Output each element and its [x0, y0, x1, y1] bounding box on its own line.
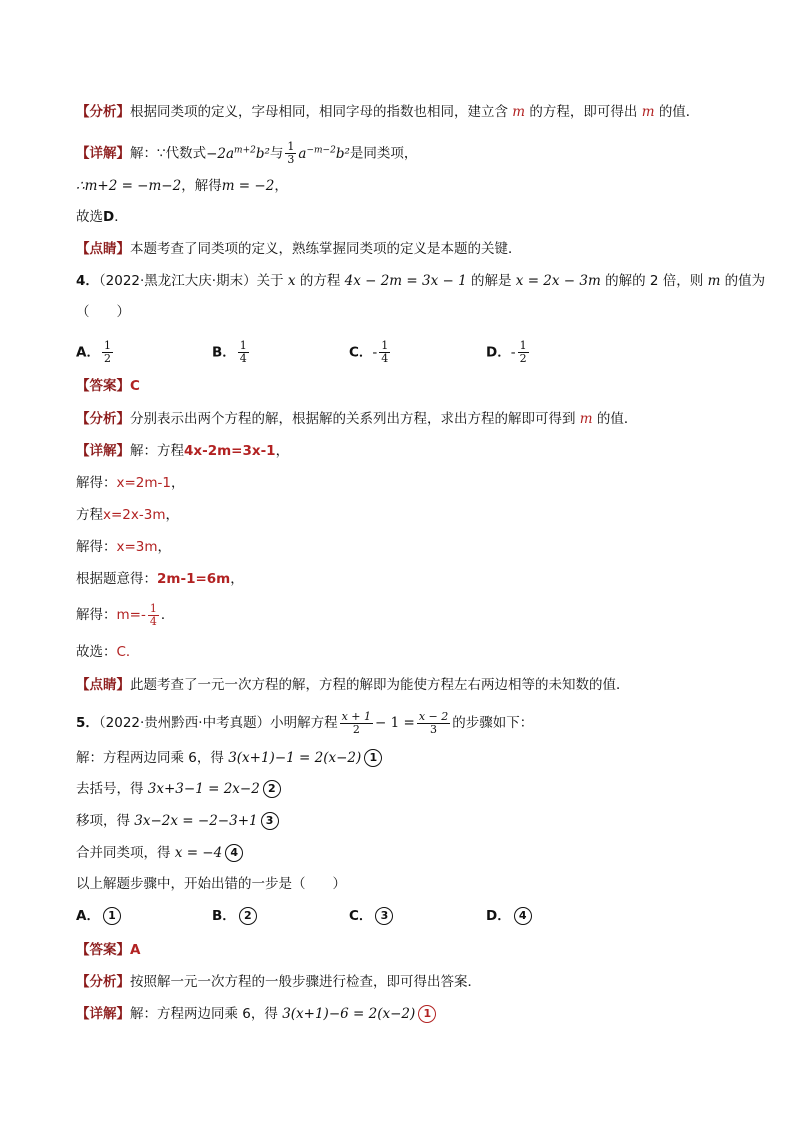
q3-term-1-base: −2a [206, 145, 235, 162]
q3-fraction [285, 141, 296, 166]
q5-option-b[interactable] [212, 906, 257, 926]
q3-analysis-line [76, 102, 699, 122]
q5-frac-2-den: 3 [430, 722, 438, 736]
q4-answer: C [130, 378, 140, 394]
q3-fraction-den: 3 [287, 153, 295, 166]
q4-number: 4． [76, 273, 99, 289]
q3-step1-sol: m = −2 [221, 178, 275, 194]
q4-detail-6 [76, 600, 174, 630]
q5-option-b-label: B． [212, 908, 236, 924]
q4-d4-a: 解得： [76, 539, 117, 555]
q5-option-a-mark: 1 [103, 907, 121, 925]
q4-detail-7 [76, 642, 139, 662]
q4-option-b-frac [238, 340, 249, 365]
q5-s1-mark: 1 [364, 749, 382, 767]
q4-option-b[interactable] [212, 340, 251, 365]
q5-s3-a: 移项，得 [76, 813, 130, 829]
q5-step-4 [76, 843, 243, 863]
q5-frac-1-den: 2 [352, 722, 360, 736]
q3-detail-line [76, 136, 417, 168]
q3-choice-prefix: 故选 [76, 209, 103, 225]
q5-analysis: 按照解一元一次方程的一般步骤进行检查，即可得出答案． [130, 974, 481, 990]
q3-analysis-text-c: 的值． [658, 104, 700, 120]
q4-stem-a: 关于 [256, 273, 284, 289]
q4-d3-a: 方程 [76, 507, 103, 523]
q4-source: （2022·黑龙江大庆·期末） [98, 273, 257, 289]
q4-detail-1 [76, 441, 289, 461]
q5-option-a[interactable] [76, 906, 121, 926]
q3-choice: D [103, 209, 115, 225]
q3-step1-eq: ∴m+2 = −m−2 [76, 178, 182, 194]
q4-option-d[interactable] [486, 340, 531, 365]
q4-option-d-sign: - [510, 344, 516, 361]
q4-option-a-num: 1 [103, 339, 111, 352]
detail-tag-2: 【详解】 [76, 443, 130, 459]
q5-answer-line [76, 940, 140, 960]
q3-term-2 [298, 146, 349, 162]
q5-question: 以上解题步骤中，开始出错的一步是（ ） [76, 876, 346, 892]
q4-d4-end: ， [157, 539, 172, 555]
analysis-tag-2: 【分析】 [76, 411, 130, 427]
q5-step-2 [76, 779, 281, 799]
q5-option-d[interactable] [486, 906, 532, 926]
q5-analysis-line [76, 972, 481, 992]
q5-option-d-label: D． [486, 908, 511, 924]
detail-tag: 【详解】 [76, 145, 130, 162]
q5-s4-mark: 4 [225, 844, 243, 862]
analysis-tag: 【分析】 [76, 104, 130, 120]
q5-detail-eq: 3(x+1)−6 = 2(x−2) [282, 1006, 416, 1022]
q4-analysis-line [76, 409, 637, 429]
q4-option-b-num: 1 [239, 339, 247, 352]
comment-tag-2: 【点睛】 [76, 677, 130, 693]
q5-stem-mid: − 1 = [375, 715, 415, 731]
q3-step1-text: ，解得 [181, 178, 222, 194]
q4-detail-5 [76, 569, 244, 589]
q4-d2-eq: x=2m-1 [116, 475, 172, 491]
q5-frac-2-num: x − 2 [418, 709, 449, 723]
q5-detail-a: 解：方程两边同乘 6，得 [130, 1006, 278, 1022]
q3-analysis-var-2: m [641, 104, 655, 120]
q5-option-c[interactable] [349, 906, 393, 926]
q4-option-d-num: 1 [519, 339, 527, 352]
analysis-tag-3: 【分析】 [76, 974, 130, 990]
q4-d1-end: ， [275, 443, 290, 459]
q5-s4-eq: x = −4 [174, 845, 223, 861]
q3-step1-end: ， [274, 178, 288, 194]
q5-option-a-label: A． [76, 908, 100, 924]
q5-number: 5． [76, 715, 99, 731]
q4-option-b-label: B． [212, 344, 236, 361]
q4-option-c[interactable] [349, 340, 392, 365]
q5-step-3 [76, 811, 279, 831]
q5-option-b-mark: 2 [239, 907, 257, 925]
q4-d5-eq: 2m-1=6m [157, 571, 231, 587]
q4-comment-text: 此题考查了一元一次方程的解，方程的解即为能使方程左右两边相等的未知数的值． [130, 677, 630, 693]
q3-comment-text: 本题考查了同类项的定义，熟练掌握同类项的定义是本题的关键． [130, 241, 522, 257]
q4-option-a[interactable] [76, 340, 115, 365]
q4-d5-a: 根据题意得： [76, 571, 157, 587]
q4-stem-x: x [287, 273, 296, 289]
q5-step-1 [76, 748, 382, 768]
q5-s1-eq: 3(x+1)−1 = 2(x−2) [228, 750, 362, 766]
q5-s3-mark: 3 [261, 812, 279, 830]
q5-s4-a: 合并同类项，得 [76, 845, 171, 861]
q5-stem-a: 小明解方程 [270, 715, 338, 731]
q5-s2-eq: 3x+3−1 = 2x−2 [147, 781, 260, 797]
q3-detail-text-a: 解：∵代数式 [130, 145, 207, 162]
q4-d2-a: 解得： [76, 475, 117, 491]
q3-term-2-b: b² [335, 145, 350, 162]
q5-frac-1-num: x + 1 [341, 709, 372, 723]
q4-d6-den: 4 [149, 614, 157, 628]
q4-option-c-label: C． [349, 344, 373, 361]
q4-detail-2 [76, 473, 185, 493]
q4-detail-3 [76, 505, 179, 525]
q4-d5-end: ， [230, 571, 244, 587]
q4-eq2: x = 2x − 3m [515, 273, 601, 289]
q3-with: 与 [269, 145, 284, 162]
q5-answer: A [130, 942, 141, 958]
q4-option-d-frac [518, 340, 529, 365]
q3-step1-line [76, 176, 288, 196]
answer-tag-2: 【答案】 [76, 942, 130, 958]
q4-d3-eq: x=2x-3m [103, 507, 166, 523]
q3-detail-end: 是同类项， [349, 145, 418, 162]
q4-option-c-sign: - [372, 344, 378, 361]
q5-stem-b: 的步骤如下： [452, 715, 534, 731]
q4-d4-eq: x=3m [116, 539, 158, 555]
q4-option-a-label: A． [76, 344, 100, 361]
q5-frac-1 [340, 711, 373, 736]
q5-option-c-label: C． [349, 908, 373, 924]
q5-s1-a: 解：方程两边同乘 6，得 [76, 750, 224, 766]
q4-stem-m: m [707, 273, 721, 289]
q3-choice-line [76, 207, 128, 227]
q4-option-c-num: 1 [381, 339, 389, 352]
q4-option-c-frac [379, 340, 390, 365]
q4-stem-d: 的解的 2 倍，则 [605, 273, 704, 289]
q4-d3-end: ， [165, 507, 179, 523]
q5-option-c-mark: 3 [375, 907, 393, 925]
q4-comment-line [76, 675, 630, 695]
q5-s2-mark: 2 [263, 780, 281, 798]
q4-d6-num: 1 [149, 601, 157, 615]
q3-term-2-exp: −m−2 [306, 145, 336, 155]
q4-option-b-den: 4 [239, 352, 247, 365]
q4-answer-line [76, 376, 140, 396]
q5-option-d-mark: 4 [514, 907, 532, 925]
q5-detail-line [76, 1004, 436, 1024]
q4-d6-frac [148, 603, 159, 628]
q4-d7-b: C． [116, 644, 140, 660]
q4-d2-end: ， [171, 475, 185, 491]
q3-choice-end: ． [114, 209, 128, 225]
q4-option-d-den: 2 [519, 352, 527, 365]
q5-frac-2 [417, 711, 450, 736]
q4-option-c-den: 4 [381, 352, 389, 365]
q5-source: （2022·贵州黔西·中考真题） [98, 715, 271, 731]
q4-option-a-den: 2 [103, 352, 111, 365]
q4-d6-a: 解得： [76, 607, 117, 623]
q4-option-a-frac [102, 340, 113, 365]
q5-s3-eq: 3x−2x = −2−3+1 [134, 813, 258, 829]
q5-detail-mark: 1 [418, 1005, 436, 1023]
q4-analysis-a: 分别表示出两个方程的解，根据解的关系列出方程，求出方程的解即可得到 [130, 411, 576, 427]
q3-fraction-num: 1 [287, 140, 295, 153]
q4-stem-b: 的方程 [299, 273, 341, 289]
q4-paren: （ ） [76, 304, 130, 320]
q4-analysis-m: m [579, 411, 593, 427]
answer-tag: 【答案】 [76, 378, 130, 394]
q3-term-1-exp: m+2 [234, 145, 256, 155]
q3-analysis-var: m [512, 104, 526, 120]
q5-stem-line [76, 708, 533, 738]
q3-analysis-text-a: 根据同类项的定义，字母相同，相同字母的指数也相同，建立含 [130, 104, 508, 120]
q4-d6-end: ． [160, 607, 175, 623]
q3-analysis-text-b: 的方程，即可得出 [529, 104, 638, 120]
q4-analysis-b: 的值． [596, 411, 638, 427]
q4-stem-line [76, 271, 765, 291]
q4-d1-a: 解：方程 [130, 443, 184, 459]
q4-d6-eq: m=- [116, 607, 146, 623]
q4-d7-a: 故选： [76, 644, 117, 660]
q3-comment-line [76, 239, 522, 259]
q3-term-2-base: a [298, 145, 307, 162]
q4-d1-eq: 4x-2m=3x-1 [184, 443, 276, 459]
q4-stem-e: 的值为 [724, 273, 766, 289]
q5-s2-a: 去括号，得 [76, 781, 144, 797]
q3-term-1-b: b² [255, 145, 270, 162]
q4-option-d-label: D． [486, 344, 511, 361]
detail-tag-3: 【详解】 [76, 1006, 130, 1022]
comment-tag: 【点睛】 [76, 241, 130, 257]
q4-eq1: 4x − 2m = 3x − 1 [344, 273, 467, 289]
q4-stem-c: 的解是 [471, 273, 512, 289]
q3-term-1 [206, 146, 270, 162]
q4-detail-4 [76, 537, 171, 557]
